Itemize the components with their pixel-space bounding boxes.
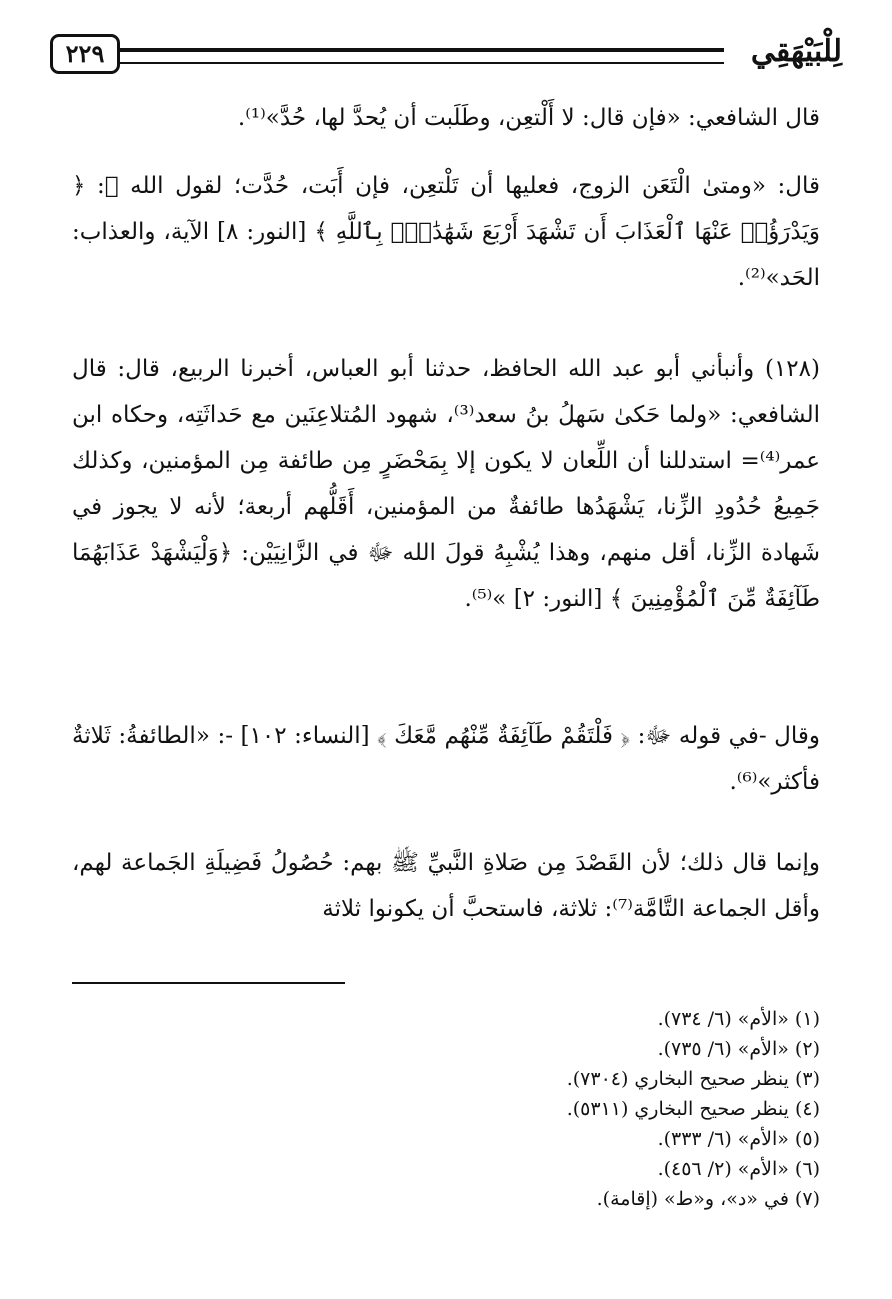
page-number: ٢٢٩ <box>50 34 120 74</box>
page-header <box>50 30 842 74</box>
paragraph-4-block <box>72 713 820 805</box>
footnote-7: (٧) في «د»، و«ط» (إقامة). <box>596 1188 820 1210</box>
footnote-2: (٢) «الأم» (٦/ ٧٣٥). <box>657 1038 820 1060</box>
running-title: لِلْبَيْهَقِي <box>750 34 842 69</box>
footnote-4: (٤) ينظر صحيح البخاري (٥٣١١). <box>566 1098 820 1120</box>
paragraph-4: وقال -في قوله ﷻ: ﴿ فَلْتَقُمْ طَآئِفَةٌ مِّنْهُم مَّعَكَ ﴾ [النساء: ١٠٢] -: «الطائفةُ: ثَلاثةٌ فأكثر»⁽⁶⁾. <box>72 723 821 795</box>
paragraph-3-block <box>72 346 820 622</box>
paragraph-3-hadith-128: (١٢٨) وأنبأني أبو عبد الله الحافظ، حدثنا أبو العباس، أخبرنا الربيع، قال: قال الشافعي: «ولما حَكىٰ سَهلُ بنُ سعد⁽³⁾، شهود المُتلاعِنَين مع حَداثَتِه، وحكاه ابن عمر⁽⁴⁾= استدللنا أن اللِّعان لا يكون إلا بِمَحْضَرٍ مِن طائفة مِن المؤمنين، وكذلك جَمِيعُ حُدُودِ الزِّنا، يَشْهَدُها طائفةٌ من المؤمنين، أَقَلُّهم أربعة؛ لأنه لا يجوز في شَهادة الزِّنا، أقل منهم، وهذا يُشْبِهُ قولَ الله ﷻ في الزَّانِيَيْن: ﴿وَلْيَشْهَدْ عَذَابَهُمَا طَآئِفَةٌ مِّنَ ٱلْمُؤْمِنِينَ ﴾ [النور: ٢] »⁽⁵⁾. <box>72 356 820 612</box>
header-rule <box>118 48 724 64</box>
paragraph-5-block <box>72 840 820 932</box>
footnote-separator <box>72 982 345 984</box>
footnote-6: (٦) «الأم» (٢/ ٤٥٦). <box>657 1158 820 1180</box>
paragraph-2: قال: «ومتىٰ الْتَعَن الزوج، فعليها أن تَلْتعِن، فإن أَبَت، حُدَّت؛ لقول الله ﷻ: ﴿ وَيَدْرَؤُا۟ عَنْهَا ٱلْعَذَابَ أَن تَشْهَدَ أَرْبَعَ شَهَٰدَٰتٍۭ بِٱللَّهِ ﴾ [النور: ٨] الآية، والعذاب: الحَد»⁽²⁾. <box>72 173 820 291</box>
footnote-5: (٥) «الأم» (٦/ ٣٣٣). <box>657 1128 820 1150</box>
paragraph-2-block <box>72 163 820 301</box>
footnotes <box>72 1004 820 1214</box>
footnote-3: (٣) ينظر صحيح البخاري (٧٣٠٤). <box>566 1068 820 1090</box>
paragraph-5: وإنما قال ذلك؛ لأن القَصْدَ مِن صَلاةِ النَّبيِّ ﷺ بهم: حُصُولُ فَضِيلَةِ الجَماعة لهم، وأقل الجماعة التَّامَّة⁽⁷⁾: ثلاثة، فاستحبَّ أن يكونوا ثلاثة <box>72 850 820 922</box>
footnote-1: (١) «الأم» (٦/ ٧٣٤). <box>657 1008 820 1030</box>
paragraph-1: قال الشافعي: «فإن قال: لا أَلْتعِن، وطَلَبت أن يُحدَّ لها، حُدَّ»⁽¹⁾. <box>237 105 820 131</box>
paragraph-1-block <box>72 95 820 141</box>
